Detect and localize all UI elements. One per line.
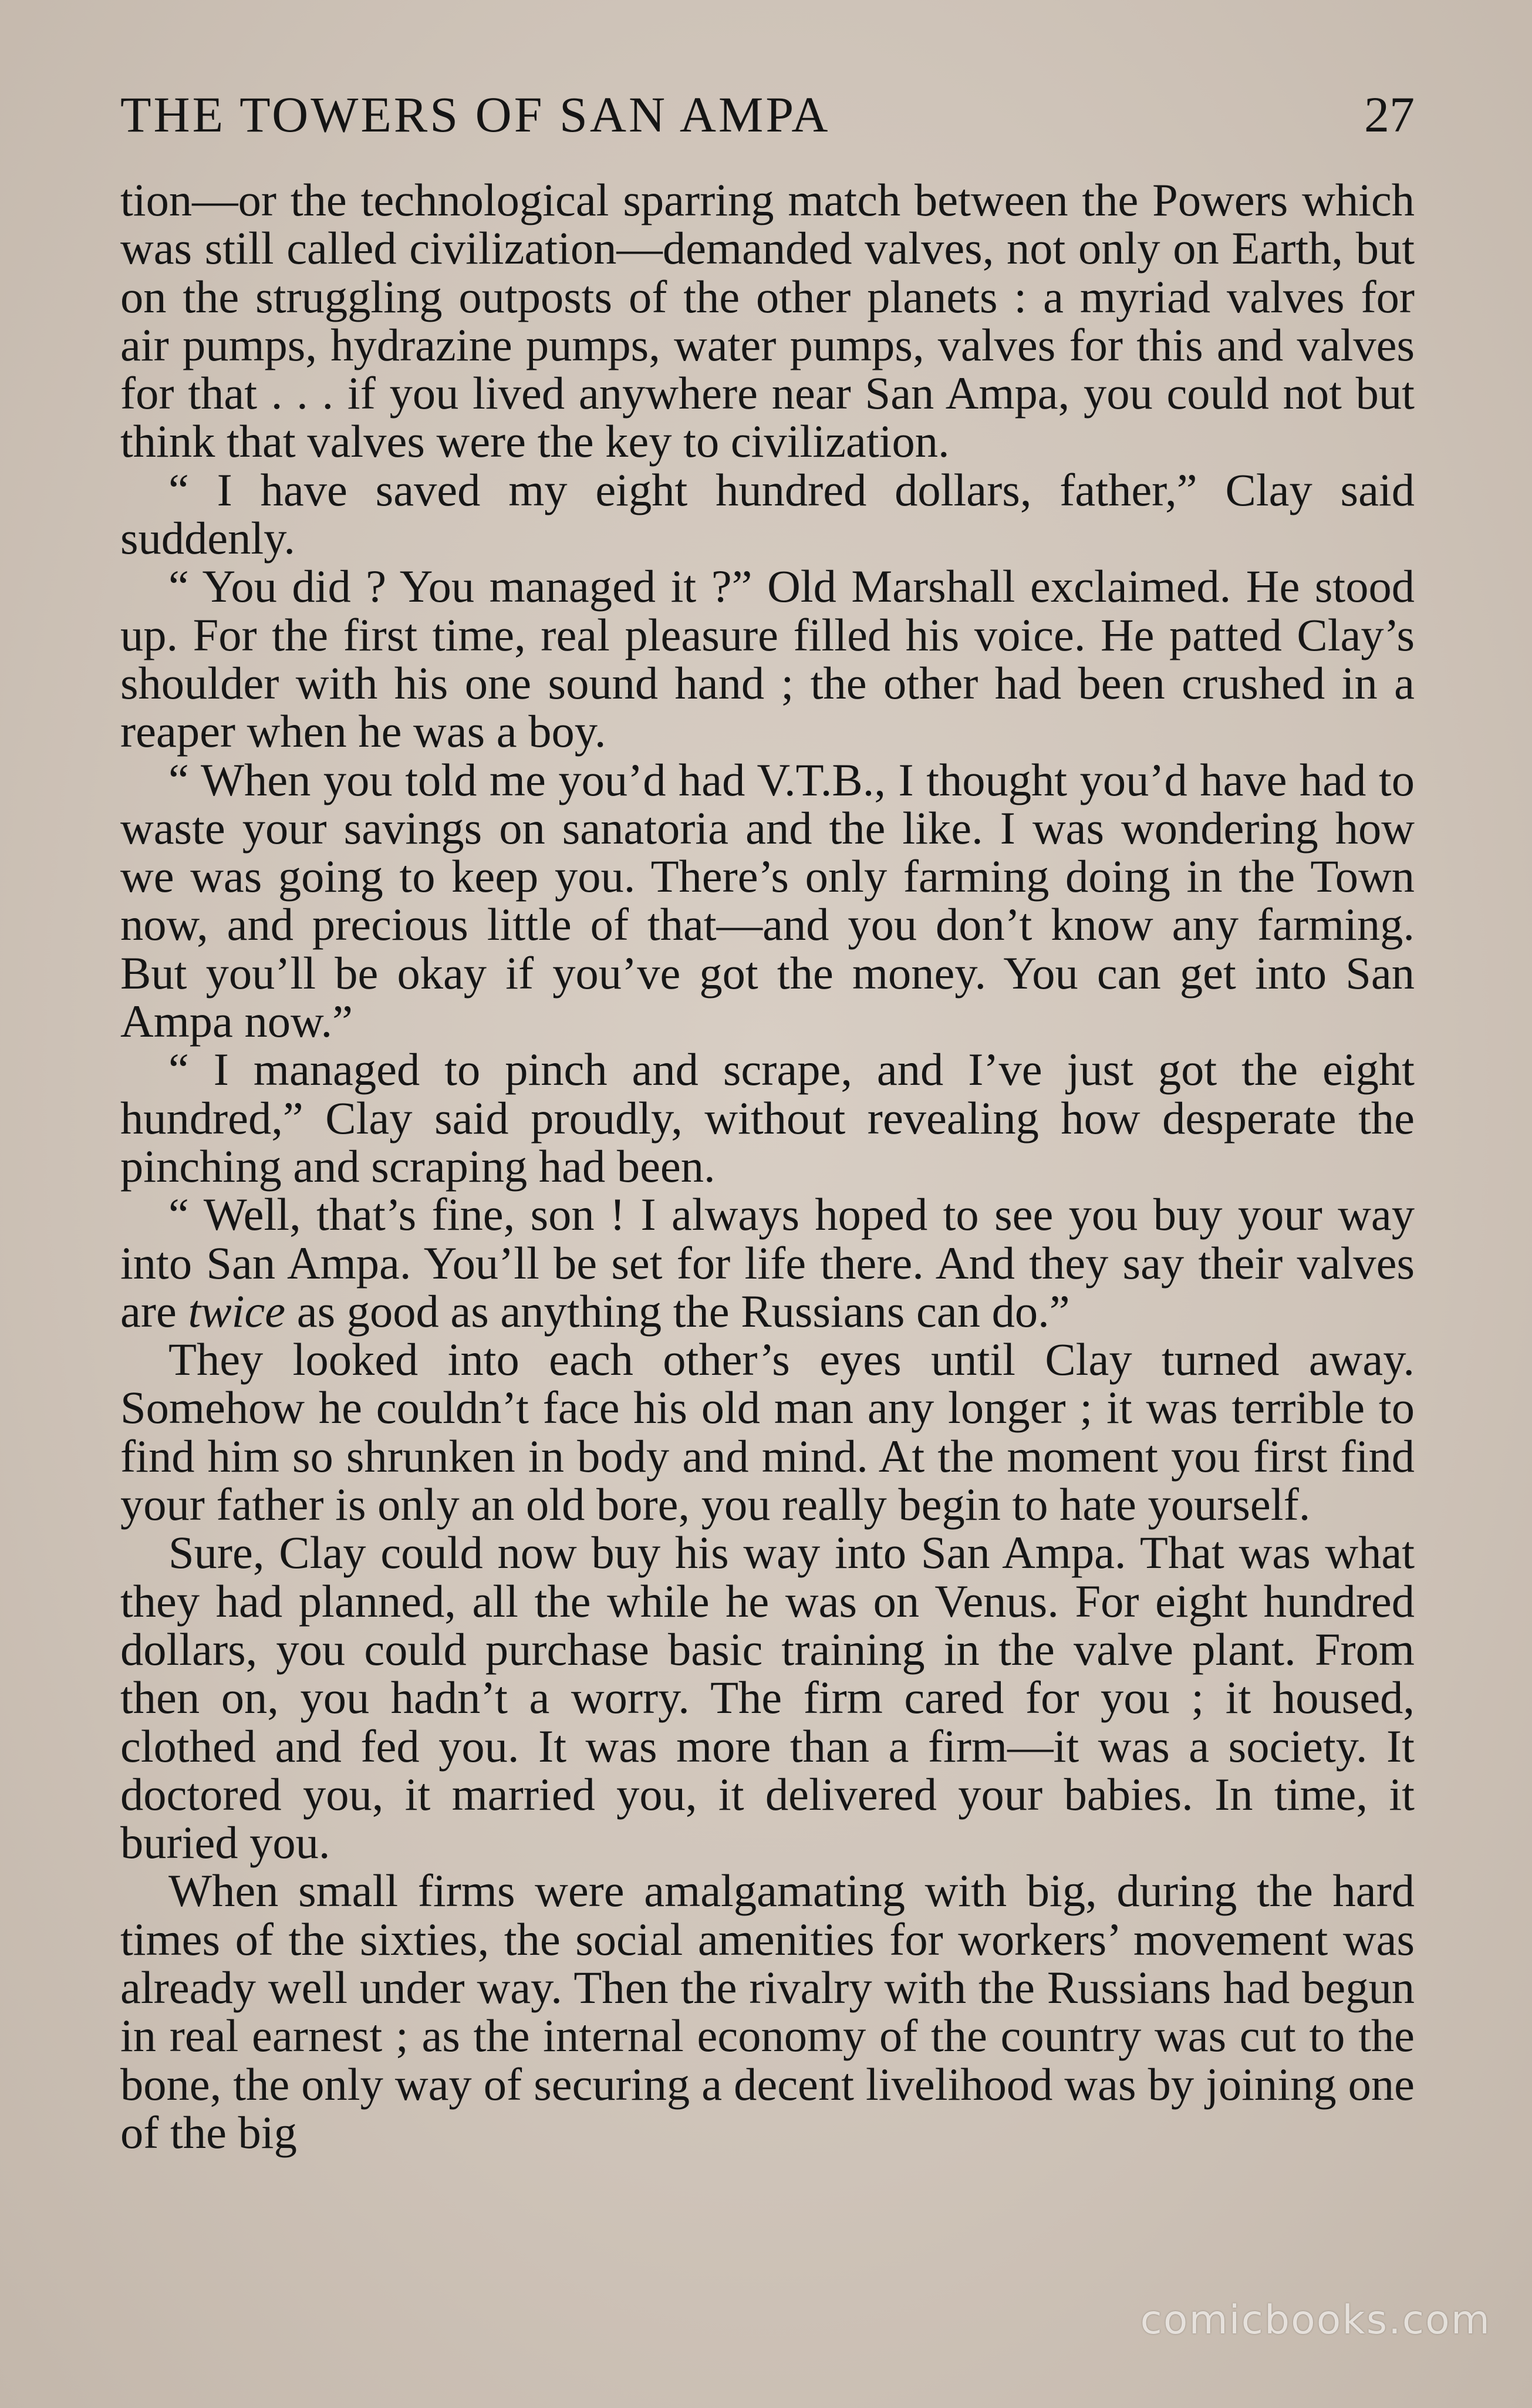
paragraph-7: They looked into each other’s eyes until Clay turned away. Somehow he couldn’t face his old man any longer ; it was terrible to find him so shrunken in body and mind. At the moment you first find your father is only an old bore, you really begin to hate yourself. (120, 1334, 1415, 1530)
page-number: 27 (1364, 86, 1415, 143)
paragraph-1: tion—or the technological sparring match between the Powers which was still called civilization—demanded valves, not only on Earth, but on the struggling outposts of the other planets : a myriad valves for air pumps, hydrazine pumps, water pumps, valves for this and valves for that . . . if you lived anywhere near San Ampa, you could not but think that valves were the key to civilization. (120, 174, 1415, 467)
paragraph-5: “ I managed to pinch and scrape, and I’ve just got the eight hundred,” Clay said proudly, without revealing how desperate the pinching and scraping had been. (120, 1044, 1415, 1192)
paragraph-2: “ I have saved my eight hundred dollars, father,” Clay said suddenly. (120, 464, 1415, 564)
paragraph-8: Sure, Clay could now buy his way into San Ampa. That was what they had planned, all the while he was on Venus. For eight hundred dollars, you could purchase basic training in the valve plant. From then on, you hadn’t a worry. The firm cared for you ; it housed, clothed and fed you. It was more than a firm—it was a society. It doctored you, it married you, it delivered your babies. In time, it buried you. (120, 1527, 1415, 1869)
body-text (120, 176, 1415, 2157)
paragraph-4: “ When you told me you’d had V.T.B., I thought you’d have had to waste your savings on sanatoria and the like. I was wondering how we was going to keep you. There’s only farming doing in the Town now, and precious little of that—and you don’t know any farming. But you’ll be okay if you’ve got the money. You can get into San Ampa now.” (120, 754, 1415, 1047)
running-header (120, 82, 1415, 147)
emphasized-word: twice (188, 1285, 286, 1337)
running-title: THE TOWERS OF SAN AMPA (120, 86, 831, 143)
paragraph-3: “ You did ? You managed it ?” Old Marshall exclaimed. He stood up. For the first time, real pleasure filled his voice. He patted Clay’s shoulder with his one sound hand ; the other had been crushed in a reaper when he was a boy. (120, 561, 1415, 757)
paragraph-6: “ Well, that’s fine, son ! I always hoped to see you buy your way into San Ampa. You’ll be set for life there. And they say their valves are twice as good as anything the Russians can do.” (120, 1189, 1415, 1337)
paragraph-9: When small firms were amalgamating with big, during the hard times of the sixties, the social amenities for workers’ movement was already well under way. Then the rivalry with the Russians had begun in real earnest ; as the internal economy of the country was cut to the bone, the only way of securing a decent livelihood was by joining one of the big (120, 1865, 1415, 2158)
watermark: comicbooks.com (1140, 2297, 1491, 2343)
